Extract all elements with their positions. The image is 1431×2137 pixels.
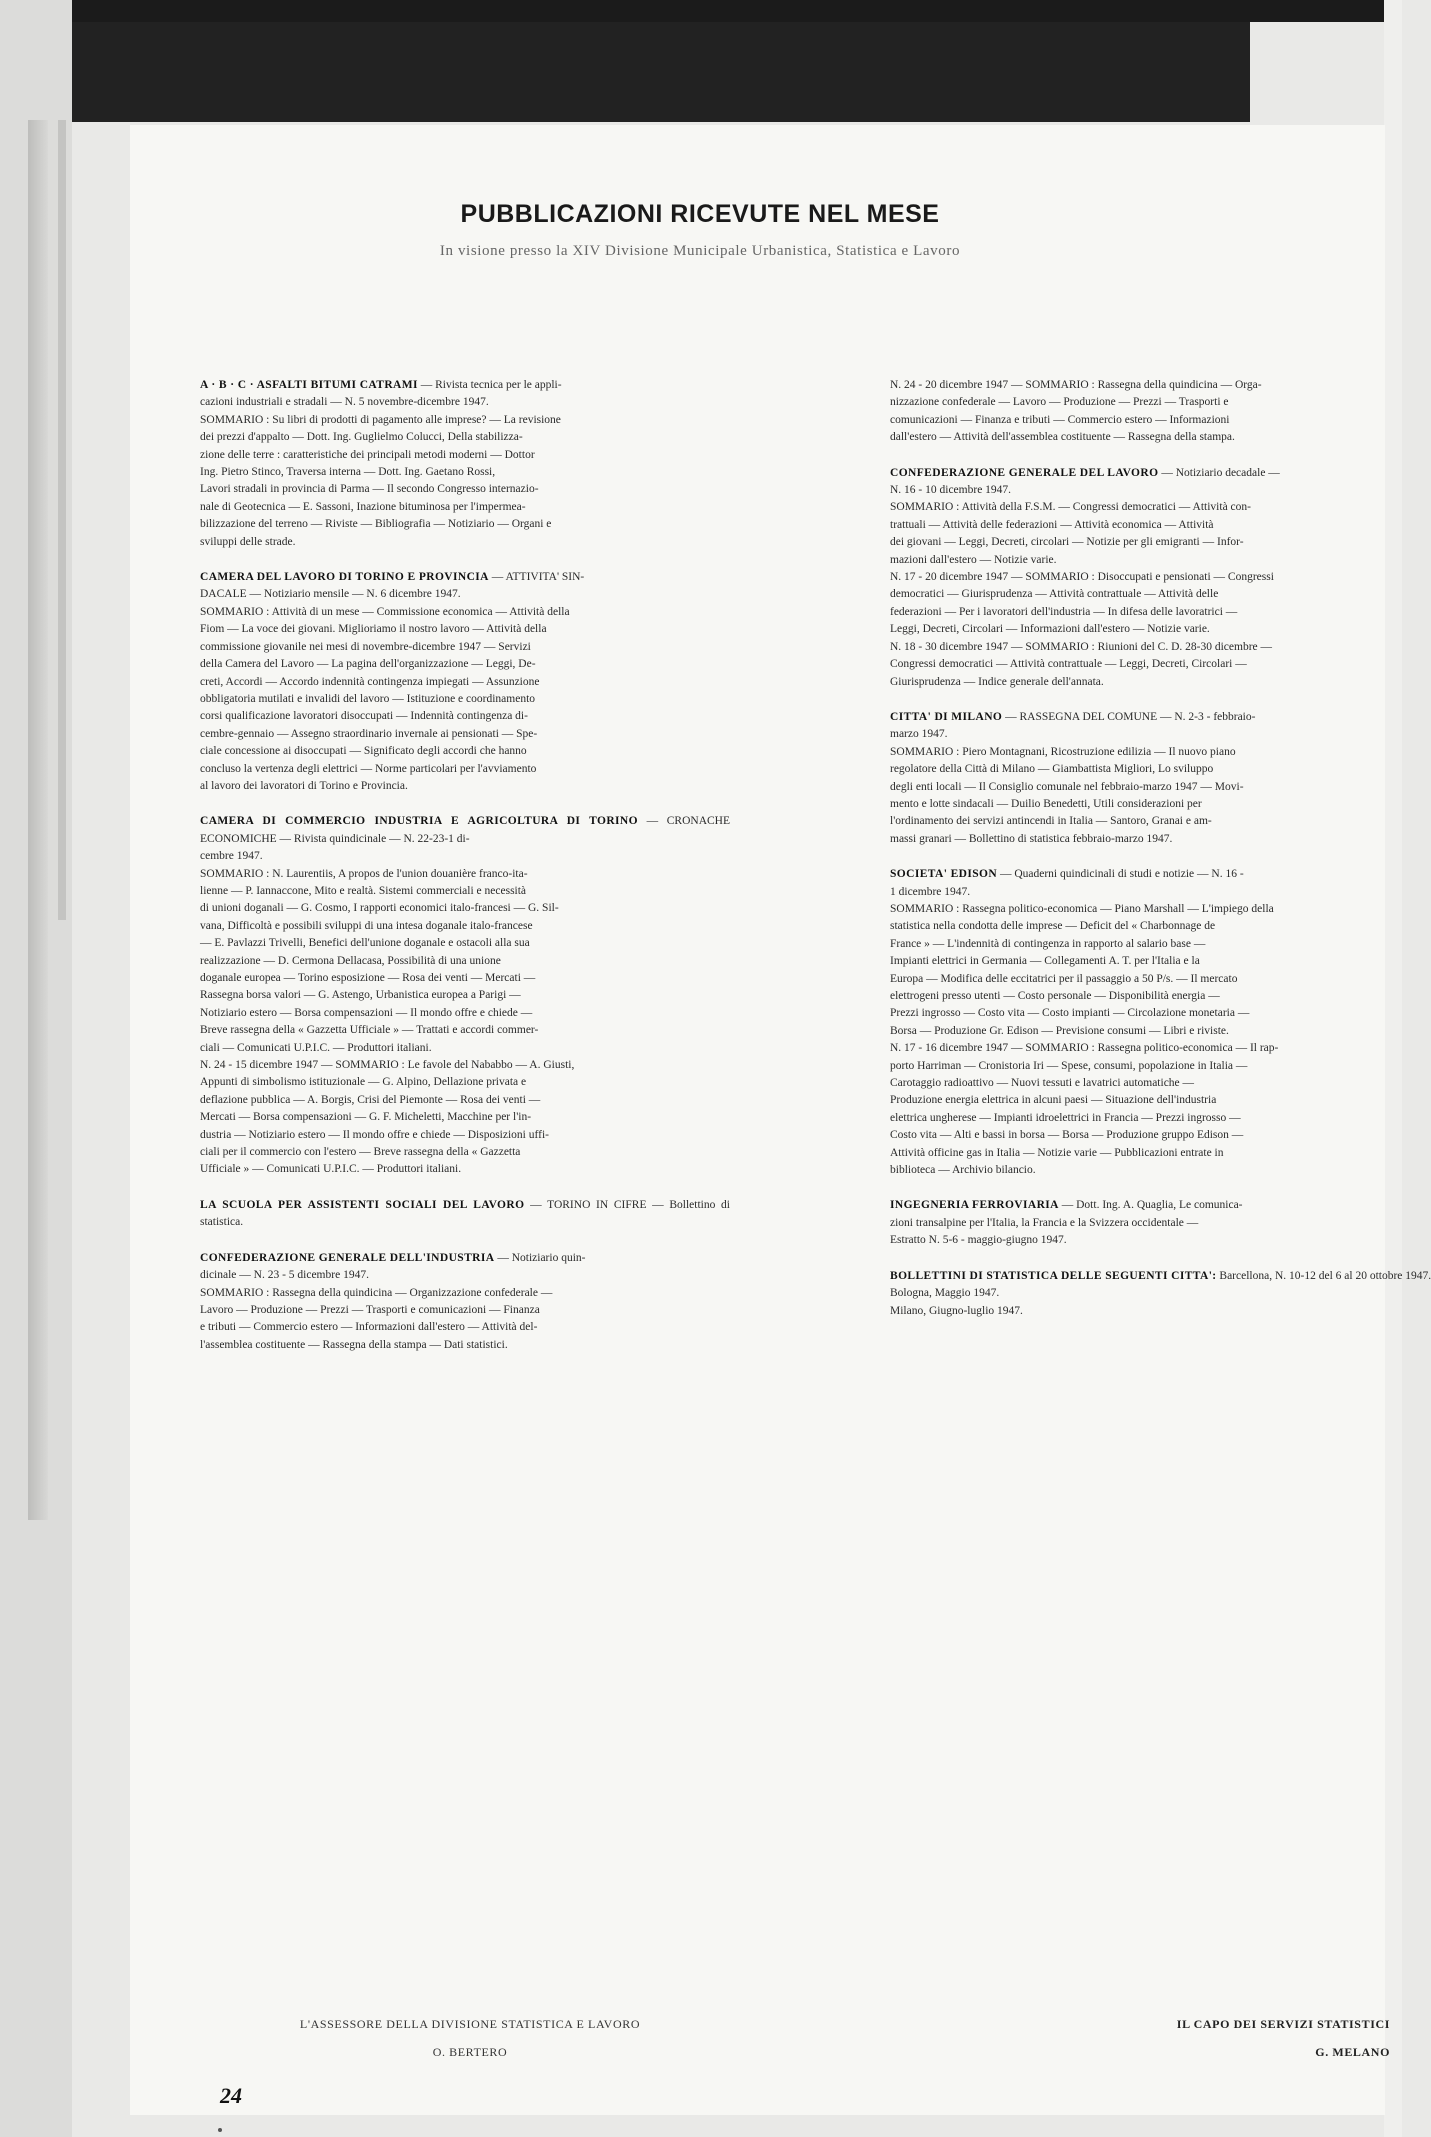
entry-text: mazioni dall'estero — Notizie varie. bbox=[890, 553, 1057, 566]
entry-text: realizzazione — D. Cermona Dellacasa, Possibilità di una unione bbox=[200, 954, 501, 967]
entry-line bbox=[200, 987, 730, 1004]
entry-text: N. 18 - 30 dicembre 1947 — SOMMARIO : Riunioni del C. D. 28-30 dicembre — bbox=[890, 640, 1273, 653]
entry-line bbox=[200, 1161, 730, 1178]
publication-entry bbox=[890, 1197, 1390, 1249]
entry-line bbox=[890, 499, 1390, 516]
entry-line bbox=[200, 586, 730, 603]
entry-line bbox=[890, 1110, 1390, 1127]
publication-entry bbox=[890, 709, 1390, 848]
publication-heading: LA SCUOLA PER ASSISTENTI SOCIALI DEL LAVORO bbox=[200, 1198, 525, 1211]
entry-text: France » — L'indennità di contingenza in rapporto al salario base — bbox=[890, 937, 1206, 950]
entry-text: SOMMARIO : Rassegna della quindicina — Organizzazione confederale — bbox=[200, 1286, 553, 1299]
entry-line bbox=[200, 674, 730, 691]
entry-line bbox=[890, 621, 1390, 638]
entry-text: Carotaggio radioattivo — Nuovi tessuti e lavatrici automatiche — bbox=[890, 1077, 1195, 1090]
entry-text: — RASSEGNA DEL COMUNE — N. 2-3 - febbraio- bbox=[1005, 710, 1256, 723]
entry-line bbox=[200, 1337, 730, 1354]
publication-entry bbox=[890, 866, 1390, 1179]
footer-left-name: O. BERTERO bbox=[432, 2045, 508, 2059]
entry-line bbox=[200, 534, 730, 551]
entry-text: al lavoro dei lavoratori di Torino e Provincia. bbox=[200, 779, 408, 792]
entry-line bbox=[890, 656, 1390, 673]
entry-line bbox=[890, 412, 1390, 429]
entry-line bbox=[200, 848, 730, 865]
footer-signature-left bbox=[210, 2010, 730, 2066]
entry-text: della Camera del Lavoro — La pagina dell'organizzazione — Leggi, De- bbox=[200, 658, 536, 671]
entry-text: Mercati — Borsa compensazioni — G. F. Micheletti, Macchine per l'in- bbox=[200, 1111, 532, 1124]
entry-line bbox=[200, 953, 730, 970]
entry-text: — Notiziario decadale — bbox=[1161, 466, 1280, 479]
entry-text: regolatore della Città di Milano — Giambattista Migliori, Lo sviluppo bbox=[890, 763, 1214, 776]
entry-line bbox=[200, 1040, 730, 1057]
entry-line bbox=[200, 499, 730, 516]
entry-text: dei giovani — Leggi, Decreti, circolari — Notizie per gli emigranti — Infor- bbox=[890, 536, 1244, 549]
entry-text: Notiziario estero — Borsa compensazioni — Il mondo offre e chiede — bbox=[200, 1006, 533, 1019]
entry-text: Ing. Pietro Stinco, Traversa interna — Dott. Ing. Gaetano Rossi, bbox=[200, 466, 496, 479]
entry-text: ciali per il commercio con l'estero — Breve rassegna della « Gazzetta bbox=[200, 1146, 521, 1159]
page-number: 24 bbox=[220, 2083, 242, 2108]
entry-line bbox=[890, 552, 1390, 569]
entry-line bbox=[890, 709, 1390, 726]
entry-text: Appunti di simbolismo istituzionale — G. Alpino, Dellazione privata e bbox=[200, 1076, 527, 1089]
entry-text: deflazione pubblica — A. Borgis, Crisi del Piemonte — Rosa dei venti — bbox=[200, 1093, 541, 1106]
entry-line bbox=[890, 569, 1390, 586]
entry-text: cembre-gennaio — Assegno straordinario invernale ai pensionati — Spe- bbox=[200, 727, 538, 740]
entry-line bbox=[890, 639, 1390, 656]
entry-text: l'assemblea costituente — Rassegna della stampa — Dati statistici. bbox=[200, 1338, 508, 1351]
entry-text: Europa — Modifica delle eccitatrici per il passaggio a 50 P/s. — Il mercato bbox=[890, 972, 1238, 985]
entry-text: Breve rassegna della « Gazzetta Ufficiale » — Trattati e accordi commer- bbox=[200, 1024, 539, 1037]
publication-entry bbox=[890, 465, 1390, 691]
entry-text: federazioni — Per i lavoratori dell'industria — In difesa delle lavoratrici — bbox=[890, 605, 1238, 618]
footer-right-name: G. MELANO bbox=[1315, 2045, 1390, 2059]
entry-text: lienne — P. Iannaccone, Mito e realtà. Sistemi commerciali e necessità bbox=[200, 884, 527, 897]
entry-line bbox=[890, 901, 1390, 918]
entry-line bbox=[200, 778, 730, 795]
entry-text: mento e lotte sindacali — Duilio Benedetti, Utili considerazioni per bbox=[890, 797, 1202, 810]
entry-line bbox=[200, 1197, 730, 1232]
entry-text: 1 dicembre 1947. bbox=[890, 885, 971, 898]
entry-line bbox=[200, 1074, 730, 1091]
publication-heading: CAMERA DEL LAVORO DI TORINO E PROVINCIA bbox=[200, 571, 489, 584]
entry-line bbox=[200, 639, 730, 656]
entry-text: SOMMARIO : N. Laurentiis, A propos de l'union douanière franco-ita- bbox=[200, 867, 528, 880]
entry-line bbox=[200, 377, 730, 394]
entry-text: democratici — Giurisprudenza — Attività contrattuale — Attività delle bbox=[890, 588, 1219, 601]
entry-line bbox=[890, 953, 1390, 970]
entry-text: Ufficiale » — Comunicati U.P.I.C. — Produttori italiani. bbox=[200, 1163, 462, 1176]
entry-text: Attività officine gas in Italia — Notizie varie — Pubblicazioni entrate in bbox=[890, 1146, 1224, 1159]
entry-text: — Rivista tecnica per le appli- bbox=[420, 379, 562, 391]
entry-text: Impianti elettrici in Germania — Collegamenti A. T. per l'Italia e la bbox=[890, 955, 1200, 968]
entry-text: Lavori stradali in provincia di Parma — Il secondo Congresso internazio- bbox=[200, 483, 539, 496]
publication-entry bbox=[890, 377, 1390, 447]
publication-entry bbox=[200, 569, 730, 795]
entry-text: cazioni industriali e stradali — N. 5 novembre-dicembre 1947. bbox=[200, 396, 489, 409]
entry-line bbox=[200, 970, 730, 987]
entry-text: creti, Accordi — Accordo indennità contingenza impiegati — Assunzione bbox=[200, 675, 540, 688]
entry-text: Lavoro — Produzione — Prezzi — Trasporti e comunicazioni — Finanza bbox=[200, 1303, 540, 1316]
entry-text: cembre 1947. bbox=[200, 850, 263, 863]
entry-text: elettrica ungherese — Impianti idroelettrici in Francia — Prezzi ingrosso — bbox=[890, 1111, 1241, 1124]
entry-text: SOMMARIO : Piero Montagnani, Ricostruzione edilizia — Il nuovo piano bbox=[890, 745, 1236, 758]
entry-line bbox=[890, 1092, 1390, 1109]
page-subtitle: In visione presso la XIV Divisione Municipale Urbanistica, Statistica e Lavoro bbox=[439, 243, 961, 259]
right-column bbox=[890, 377, 1431, 1338]
publication-entry bbox=[200, 1250, 730, 1354]
publication-heading: CITTA' DI MILANO bbox=[890, 710, 1003, 723]
entry-text: — E. Pavlazzi Trivelli, Benefici dell'unione doganale e ostacoli alla sua bbox=[200, 937, 530, 950]
entry-line bbox=[200, 883, 730, 900]
entry-text: N. 24 - 15 dicembre 1947 — SOMMARIO : Le favole del Nababbo — A. Giusti, bbox=[200, 1059, 575, 1072]
entry-text: trattuali — Attività delle federazioni — Attività economica — Attività bbox=[890, 518, 1214, 531]
entry-line bbox=[200, 1319, 730, 1336]
page-title: PUBBLICAZIONI RICEVUTE NEL MESE bbox=[460, 200, 940, 228]
entry-line bbox=[200, 761, 730, 778]
entry-line bbox=[890, 744, 1390, 761]
entry-line bbox=[890, 988, 1390, 1005]
entry-text: Prezzi ingrosso — Costo vita — Costo impianti — Circolazione monetaria — bbox=[890, 1007, 1250, 1020]
entry-line bbox=[890, 813, 1390, 830]
entry-line bbox=[890, 1023, 1390, 1040]
entry-text: Estratto N. 5-6 - maggio-giugno 1947. bbox=[890, 1234, 1067, 1247]
entry-line bbox=[890, 1215, 1390, 1232]
publication-heading: A · B · C · ASFALTI BITUMI CATRAMI bbox=[200, 379, 418, 391]
publication-heading: SOCIETA' EDISON bbox=[890, 868, 998, 881]
binding-shadow bbox=[28, 120, 48, 1520]
entry-line bbox=[200, 935, 730, 952]
entry-text: nale di Geotecnica — E. Sassoni, Inazione bituminosa per l'impermea- bbox=[200, 500, 526, 513]
entry-text: bilizzazione del terreno — Riviste — Bibliografia — Notiziario — Organi e bbox=[200, 518, 552, 531]
publication-entry bbox=[890, 1268, 1431, 1320]
entry-line bbox=[200, 1057, 730, 1074]
entry-text: di unioni doganali — G. Cosmo, I rapporti economici italo-francesi — G. Sil- bbox=[200, 902, 559, 915]
entry-line bbox=[890, 517, 1390, 534]
entry-line bbox=[890, 1303, 1390, 1320]
entry-line bbox=[200, 394, 730, 411]
entry-text: SOMMARIO : Attività di un mese — Commissione economica — Attività della bbox=[200, 605, 570, 618]
publication-entry bbox=[200, 1197, 730, 1232]
entry-text: dei prezzi d'appalto — Dott. Ing. Guglielmo Colucci, Della stabilizza- bbox=[200, 431, 523, 444]
entry-text: marzo 1947. bbox=[890, 728, 948, 741]
entry-line bbox=[890, 482, 1390, 499]
footer-right-role: IL CAPO DEI SERVIZI STATISTICI bbox=[1176, 2017, 1390, 2031]
entry-text: Giurisprudenza — Indice generale dell'annata. bbox=[890, 675, 1104, 688]
entry-text: Borsa — Produzione Gr. Edison — Previsione consumi — Libri e riviste. bbox=[890, 1024, 1229, 1037]
entry-text: comunicazioni — Finanza e tributi — Commercio estero — Informazioni bbox=[890, 413, 1230, 426]
entry-line bbox=[890, 1268, 1431, 1285]
entry-text: N. 16 - 10 dicembre 1947. bbox=[890, 484, 1012, 497]
entry-text: Produzione energia elettrica in alcuni paesi — Situazione dell'industria bbox=[890, 1094, 1217, 1107]
entry-line bbox=[200, 656, 730, 673]
ink-dot bbox=[218, 2128, 222, 2132]
entry-line bbox=[200, 866, 730, 883]
entry-text: SOMMARIO : Su libri di prodotti di pagamento alle imprese? — La revisione bbox=[200, 413, 561, 426]
entry-text: Milano, Giugno-luglio 1947. bbox=[890, 1304, 1023, 1317]
publication-heading: CONFEDERAZIONE GENERALE DELL'INDUSTRIA bbox=[200, 1251, 495, 1264]
entry-line bbox=[200, 1144, 730, 1161]
entry-line bbox=[200, 1127, 730, 1144]
entry-text: Costo vita — Alti e bassi in borsa — Borsa — Produzione gruppo Edison — bbox=[890, 1129, 1244, 1142]
entry-line bbox=[890, 1145, 1390, 1162]
entry-text: ciali — Comunicati U.P.I.C. — Produttori italiani. bbox=[200, 1041, 432, 1054]
entry-text: dicinale — N. 23 - 5 dicembre 1947. bbox=[200, 1269, 369, 1282]
entry-line bbox=[200, 447, 730, 464]
entry-line bbox=[890, 796, 1390, 813]
entry-line bbox=[200, 918, 730, 935]
entry-text: Leggi, Decreti, Circolari — Informazioni dall'estero — Notizie varie. bbox=[890, 623, 1210, 636]
entry-text: DACALE — Notiziario mensile — N. 6 dicembre 1947. bbox=[200, 588, 461, 601]
entry-text: Congressi democratici — Attività contrattuale — Leggi, Decreti, Circolari — bbox=[890, 658, 1247, 671]
entry-line bbox=[200, 1267, 730, 1284]
entry-line bbox=[890, 761, 1390, 778]
publication-entry bbox=[200, 813, 730, 1179]
entry-line bbox=[200, 743, 730, 760]
entry-text: porto Harriman — Cronistoria Iri — Spese, consumi, popolazione in Italia — bbox=[890, 1059, 1248, 1072]
entry-line bbox=[890, 534, 1390, 551]
entry-text: Rassegna borsa valori — G. Astengo, Urbanistica europea a Parigi — bbox=[200, 989, 521, 1002]
entry-text: dustria — Notiziario estero — Il mondo offre e chiede — Disposizioni uffi- bbox=[200, 1128, 549, 1141]
entry-line bbox=[200, 481, 730, 498]
entry-line bbox=[890, 1127, 1390, 1144]
entry-text: — TORINO IN CIFRE — Bollettino di statistica. bbox=[200, 1198, 730, 1229]
entry-text: — Notiziario quin- bbox=[497, 1251, 586, 1264]
entry-line bbox=[200, 1022, 730, 1039]
footer-signature-right bbox=[1050, 2010, 1390, 2066]
entry-text: sviluppi delle strade. bbox=[200, 535, 296, 548]
scan-border-top bbox=[0, 0, 1402, 22]
entry-line bbox=[890, 394, 1390, 411]
entry-text: statistica nella condotta delle imprese — Deficit del « Charbonnage de bbox=[890, 920, 1216, 933]
entry-line bbox=[200, 1285, 730, 1302]
entry-line bbox=[890, 1058, 1390, 1075]
entry-text: degli enti locali — Il Consiglio comunale nel febbraio-marzo 1947 — Movi- bbox=[890, 780, 1244, 793]
entry-text: elettrogeni presso utenti — Costo personale — Disponibilità energia — bbox=[890, 990, 1220, 1002]
entry-line bbox=[890, 1232, 1390, 1249]
entry-text: — ATTIVITA' SIN- bbox=[491, 571, 585, 584]
entry-text: doganale europea — Torino esposizione — Rosa dei venti — Mercati — bbox=[200, 972, 536, 984]
entry-line bbox=[200, 726, 730, 743]
entry-text: vana, Difficoltà e possibili sviluppi di una intesa doganale italo-francese bbox=[200, 919, 533, 932]
entry-text: e tributi — Commercio estero — Informazioni dall'estero — Attività del- bbox=[200, 1321, 538, 1334]
entry-line bbox=[200, 900, 730, 917]
entry-line bbox=[200, 1302, 730, 1319]
entry-line bbox=[890, 971, 1390, 988]
document-page bbox=[130, 125, 1431, 2115]
entry-text: ciale concessione ai disoccupati — Significato degli accordi che hanno bbox=[200, 745, 527, 758]
entry-line bbox=[890, 1285, 1390, 1302]
entry-line bbox=[890, 1197, 1390, 1214]
publication-heading: CAMERA DI COMMERCIO INDUSTRIA E AGRICOLTURA DI TORINO bbox=[200, 815, 638, 828]
binding-strip bbox=[58, 120, 66, 920]
entry-text: zione delle terre : caratteristiche dei principali metodi moderni — Dottor bbox=[200, 448, 535, 461]
entry-text: Barcellona, N. 10-12 del 6 al 20 ottobre 1947. bbox=[1219, 1269, 1431, 1282]
publication-entry bbox=[200, 377, 730, 551]
entry-line bbox=[890, 674, 1390, 691]
entry-line bbox=[200, 1005, 730, 1022]
footer-left-role: L'ASSESSORE DELLA DIVISIONE STATISTICA E LAVORO bbox=[299, 2017, 641, 2031]
entry-text: commissione giovanile nei mesi di novembre-dicembre 1947 — Servizi bbox=[200, 640, 531, 653]
entry-line bbox=[200, 813, 730, 848]
entry-line bbox=[890, 586, 1390, 603]
entry-line bbox=[200, 1109, 730, 1126]
entry-line bbox=[200, 569, 730, 586]
entry-text: — Quaderni quindicinali di studi e notizie — N. 16 - bbox=[999, 868, 1244, 881]
entry-line bbox=[200, 1092, 730, 1109]
entry-line bbox=[200, 1250, 730, 1267]
entry-line bbox=[890, 884, 1390, 901]
entry-line bbox=[890, 936, 1390, 953]
entry-line bbox=[890, 465, 1390, 482]
entry-text: massi granari — Bollettino di statistica febbraio-marzo 1947. bbox=[890, 832, 1173, 845]
entry-line bbox=[890, 1040, 1390, 1057]
entry-line bbox=[200, 621, 730, 638]
entry-line bbox=[890, 726, 1390, 743]
entry-line bbox=[890, 1162, 1390, 1179]
entry-line bbox=[890, 918, 1390, 935]
entry-line bbox=[200, 516, 730, 533]
entry-text: nizzazione confederale — Lavoro — Produzione — Prezzi — Trasporti e bbox=[890, 396, 1229, 409]
entry-line bbox=[890, 377, 1390, 394]
entry-line bbox=[890, 866, 1390, 883]
left-column bbox=[200, 377, 730, 1372]
publication-heading: INGEGNERIA FERROVIARIA bbox=[890, 1199, 1059, 1212]
entry-text: concluso la vertenza degli elettrici — Norme particolari per l'avviamento bbox=[200, 762, 537, 775]
entry-text: dall'estero — Attività dell'assemblea costituente — Rassegna della stampa. bbox=[890, 431, 1235, 444]
entry-text: l'ordinamento dei servizi antincendi in Italia — Santoro, Granai e am- bbox=[890, 815, 1212, 828]
entry-line bbox=[200, 691, 730, 708]
entry-line bbox=[200, 604, 730, 621]
scan-binding-edge bbox=[0, 0, 72, 2137]
entry-text: SOMMARIO : Attività della F.S.M. — Congressi democratici — Attività con- bbox=[890, 501, 1251, 514]
entry-text: zioni transalpine per l'Italia, la Francia e la Svizzera occidentale — bbox=[890, 1216, 1199, 1229]
entry-text: — CRONACHE ECONOMICHE — Rivista quindicinale — N. 22-23-1 di- bbox=[200, 815, 730, 845]
scan-dark-band bbox=[0, 22, 1250, 122]
entry-line bbox=[200, 429, 730, 446]
entry-line bbox=[200, 464, 730, 481]
entry-text: — Dott. Ing. A. Quaglia, Le comunica- bbox=[1061, 1199, 1243, 1212]
entry-text: N. 24 - 20 dicembre 1947 — SOMMARIO : Rassegna della quindicina — Orga- bbox=[890, 379, 1262, 391]
publication-heading: CONFEDERAZIONE GENERALE DEL LAVORO bbox=[890, 466, 1159, 479]
entry-line bbox=[890, 429, 1390, 446]
entry-line bbox=[200, 708, 730, 725]
entry-line bbox=[890, 1005, 1390, 1022]
entry-line bbox=[890, 1075, 1390, 1092]
entry-text: corsi qualificazione lavoratori disoccupati — Indennità contingenza di- bbox=[200, 710, 528, 723]
entry-line bbox=[200, 412, 730, 429]
entry-line bbox=[890, 831, 1390, 848]
entry-text: biblioteca — Archivio bilancio. bbox=[890, 1164, 1036, 1177]
publication-heading: BOLLETTINI DI STATISTICA DELLE SEGUENTI CITTA': bbox=[890, 1269, 1217, 1282]
entry-text: Bologna, Maggio 1947. bbox=[890, 1287, 1000, 1300]
entry-text: SOMMARIO : Rassegna politico-economica — Piano Marshall — L'impiego della bbox=[890, 902, 1274, 915]
entry-text: N. 17 - 20 dicembre 1947 — SOMMARIO : Disoccupati e pensionati — Congressi bbox=[890, 571, 1274, 584]
entry-line bbox=[890, 604, 1390, 621]
entry-line bbox=[890, 779, 1390, 796]
entry-text: Fiom — La voce dei giovani. Miglioriamo il nostro lavoro — Attività della bbox=[200, 623, 547, 636]
entry-text: N. 17 - 16 dicembre 1947 — SOMMARIO : Rassegna politico-economica — Il rap- bbox=[890, 1042, 1279, 1055]
entry-text: obbligatoria mutilati e invalidi del lavoro — Istituzione e coordinamento bbox=[200, 692, 536, 705]
